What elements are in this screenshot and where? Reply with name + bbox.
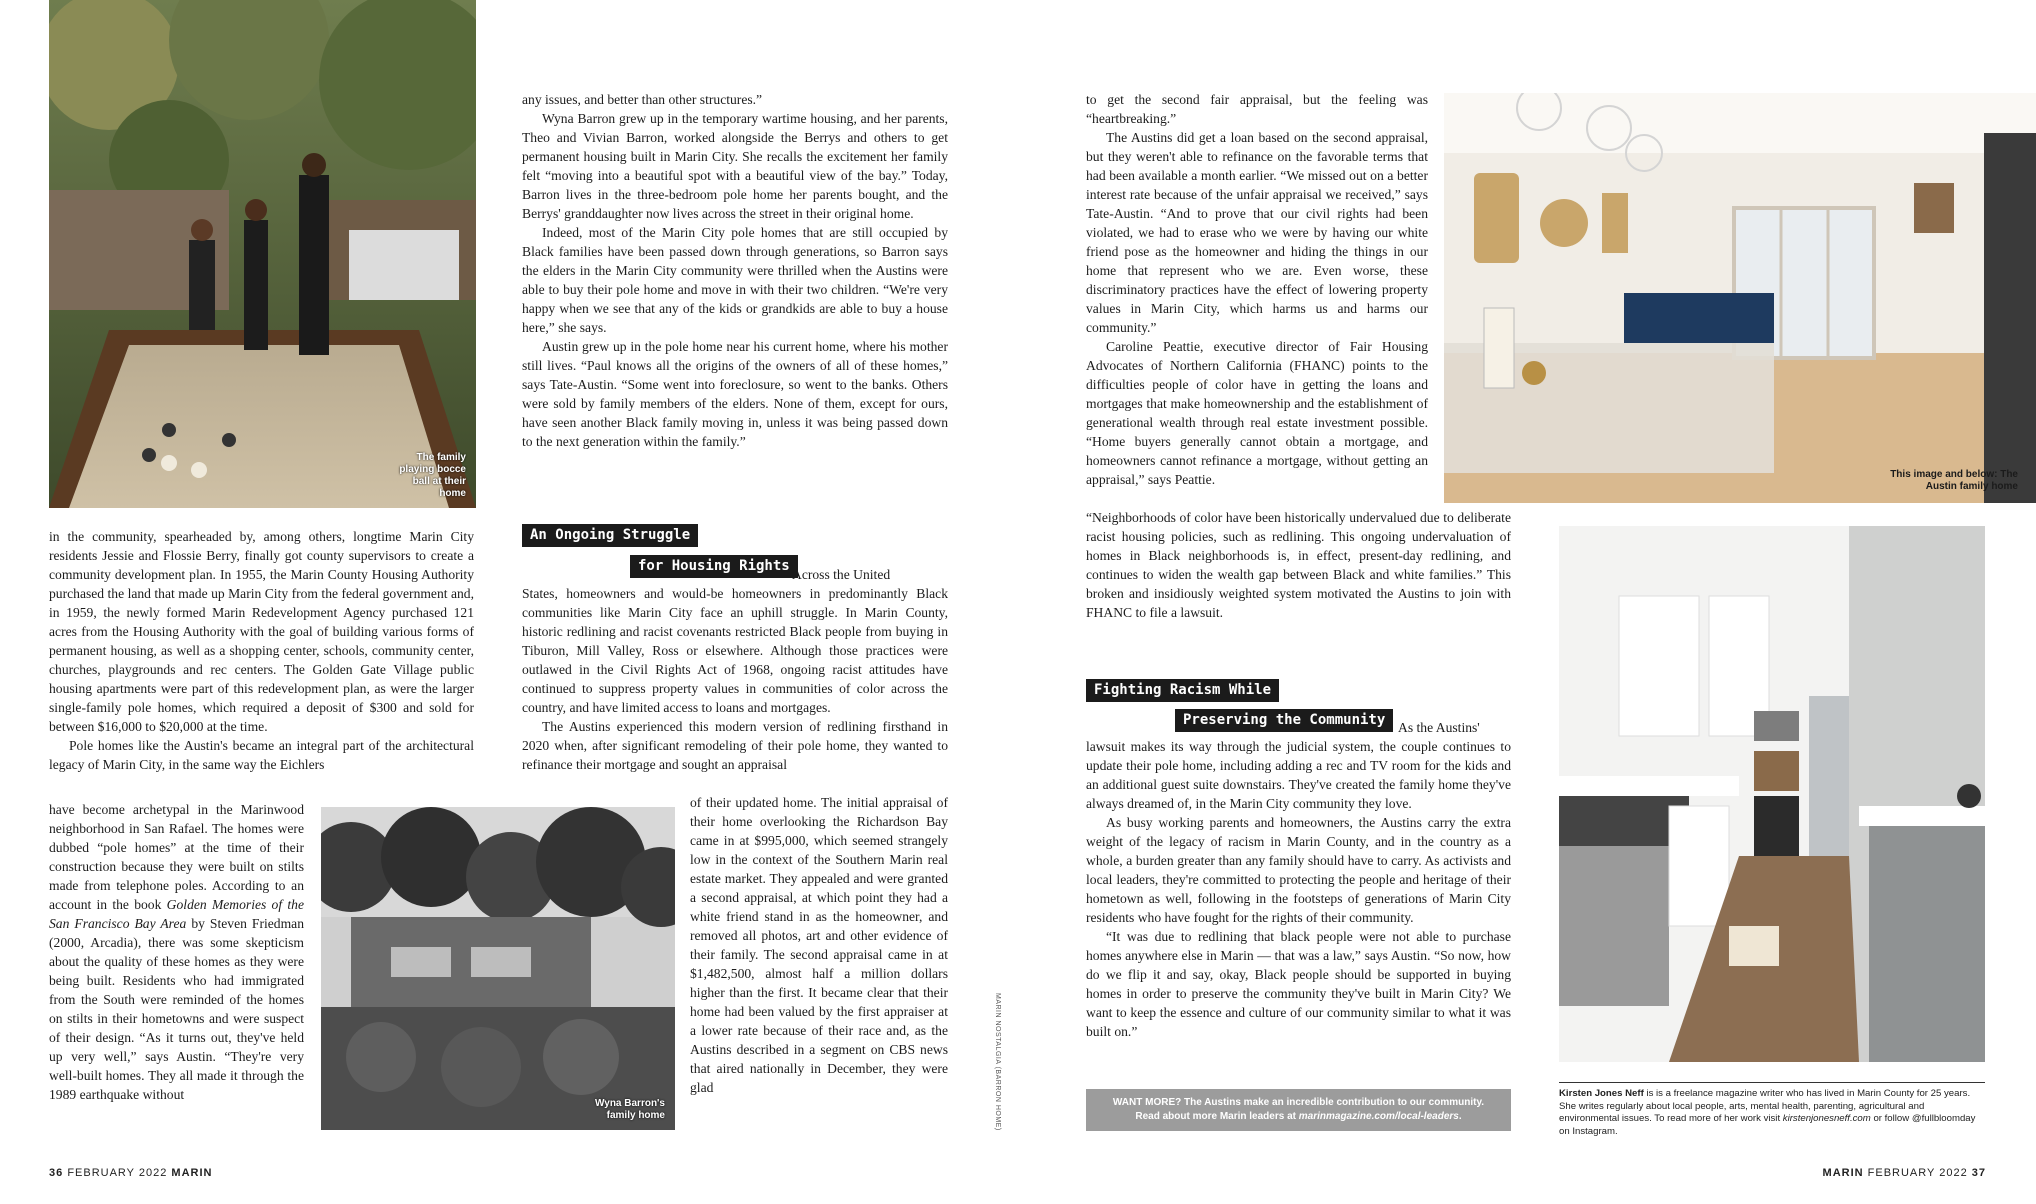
living-room-photo-art — [1444, 93, 2036, 503]
column-3-wide — [1086, 508, 1511, 622]
col2-paragraph-4: Austin grew up in the pole home near his current home, where his mother still lives. “Paul knows all the origins of the owners of all of these homes,” says Tate-Austin. “Some went into foreclosure, so went to the banks. Others were sold by family members of the elders. None of them, except for ours, have seen another Black family moving in, unless it was being passed down to the next generation within the family.” — [522, 339, 948, 449]
historic-photo-art — [321, 807, 675, 1130]
historic-photo — [321, 807, 675, 1130]
subhead-housing-rights — [630, 555, 798, 578]
author-bio-text-a: is is a freelance magazine writer who has lived in Marin County for 25 years. She writes regularly about local people, arts, mental health, parenting, agricultural and environmental issues. To read more of her work visit — [1559, 1088, 1971, 1124]
author-bio-text-b: or follow @fullbloomday on Instagram. — [1559, 1113, 1976, 1137]
promo-line-2-end: . — [1458, 1111, 1462, 1122]
col3-p4-lead: As the Austins' — [1398, 720, 1480, 735]
col2-paragraph-6b: of their updated home. The initial appraisal of their home overlooking the Richardson Bay came in at $995,000, which seemed strangely low in the context of the Southern Marin real estate market. They appealed and were granted a second appraisal, at which point they had a white friend stand in as the homeowner, and removed all photos, art and other evidence of their family. The second appraisal came in at $1,482,500, almost half a million dollars higher than the first. It became clear that their home had been valued by the first appraiser at a lower rate because of their race and, as the Austins described in a segment on CBS news that aired nationally in December, they were glad — [690, 795, 948, 1095]
promo-line-2 — [1086, 1110, 1511, 1124]
col3-paragraph-2: The Austins did get a loan based on the second appraisal, but they weren't able to refinance on the favorable terms that had been available a month earlier. “We missed out on a better interest rate because of the unfair appraisal we received,” says Tate-Austin. “And to prove that our civil rights had been violated, we had to erase who we were by having our white friend pose as the homeowner and hiding the things in our home that represent who we are. Even worse, these discriminatory practices have the effect of lowering property values in Marin City, which harms us and harms our community.” — [1086, 130, 1428, 335]
book-title: Golden Memories of the San Francisco Bay Area — [49, 897, 304, 931]
subhead-2-line-2: Preserving the Community — [1175, 709, 1393, 732]
author-bio — [1559, 1082, 1985, 1138]
col3-paragraph-1: to get the second fair appraisal, but the feeling was “heartbreaking.” — [1086, 92, 1428, 126]
col3-paragraph-4: lawsuit makes its way through the judicial system, the couple continues to update their pole home, including adding a rec and TV room for the kids and an additional guest suite downstairs. They've created the family home they've always dreamed of, in the Marin City community they love. — [1086, 739, 1511, 811]
col1-paragraph-2b — [49, 800, 304, 1104]
living-room-caption: This image and below: The Austin family home — [1890, 469, 2018, 492]
col1-paragraph-1: in the community, spearheaded by, among others, longtime Marin City residents Jessie and Flossie Berry, finally got county supervisors to create a community development plan. In 1955, the Marin County Housing Authority purchased the land that made up Marin City from the federal government and, in 1959, the newly formed Marin Redevelopment Agency purchased 121 acres from the Housing Authority with the goal of building various forms of permanent housing, as well as a shopping center, schools, community center, churches, playgrounds and rec centers. The Golden Gate Village public housing apartments were part of this redevelopment plan, as were the larger single-family pole homes, which required a deposit of $300 and sold for between $16,000 to $20,000 at the time. — [49, 529, 474, 734]
subhead-1-line-2: for Housing Rights — [630, 555, 798, 578]
subhead-2-line-1: Fighting Racism While — [1086, 679, 1279, 702]
col3-paragraph-3b: “Neighborhoods of color have been historically undervalued due to deliberate racist housing policies, such as redlining. This ongoing undervaluation of homes in Black neighborhoods is, in effect, present-day redlining, and continues to widen the wealth gap between Black and white families.” This broken and insidiously weighted system motivated the Austins to join with FHANC to file a lawsuit. — [1086, 510, 1511, 620]
column-2-lower — [522, 584, 948, 774]
page-number-right: 37 — [1971, 1167, 1986, 1179]
magazine-name-right: MARIN — [1822, 1167, 1864, 1179]
subhead-fighting-racism — [1086, 679, 1279, 702]
magazine-name-left: MARIN — [171, 1167, 213, 1179]
footer-right — [1823, 1167, 1986, 1179]
col3-paragraph-6: “It was due to redlining that black people were not able to purchase homes anywhere else in Marin — that was a law,” says Austin. “So now, how do we flip it and say, okay, Black people should be supported in buying homes in order to preserve the community they've built in Marin City? We want to keep the essence and culture of our community similar to what it was built on.” — [1086, 929, 1511, 1039]
col2-paragraph-6a: The Austins experienced this modern version of redlining firsthand in 2020 when, after significant remodeling of their pole home, they wanted to refinance their mortgage and sought an appraisal — [522, 719, 948, 772]
author-website[interactable]: kirstenjonesneff.com — [1782, 1113, 1871, 1124]
kitchen-photo-art — [1559, 526, 1985, 1062]
col2-paragraph-3: Indeed, most of the Marin City pole homes that are still occupied by Black families have been passed down through generations, so Barron says the elders in the Marin City community were thrilled when the Austins were able to buy their pole home and move in with their two children. “We're very happy when we see that any of the kids or grandkids are able to buy a house here,” she says. — [522, 225, 948, 335]
subhead-ongoing-struggle — [522, 524, 698, 547]
column-2-wrap — [690, 793, 948, 1097]
column-3-lower — [1086, 737, 1511, 1041]
promo-line-1: WANT MORE? The Austins make an incredible contribution to our community. — [1112, 1097, 1485, 1108]
issue-date-left: FEBRUARY 2022 — [67, 1167, 168, 1179]
col2-paragraph-1: any issues, and better than other structures.” — [522, 92, 763, 107]
author-name: Kirsten Jones Neff — [1559, 1088, 1644, 1099]
column-3 — [1086, 90, 1428, 489]
col2-paragraph-5: States, homeowners and would-be homeowners in predominantly Black communities like Marin City face an uphill struggle. In Marin County, historic redlining and racist covenants restricted Black people from buying in Tiburon, Mill Valley, Ross or elsewhere. Although those practices were outlawed in the Civil Rights Act of 1968, ongoing racist attitudes have continued to suppress property values in communities of color across the country, and have limited access to loans and mortgages. — [522, 586, 948, 715]
historic-caption: Wyna Barron's family home — [595, 1098, 665, 1121]
col2-p5-lead: Across the United — [792, 567, 891, 582]
col3-paragraph-3a: Caroline Peattie, executive director of Fair Housing Advocates of Northern California (FHANC) points to the difficulties people of color have in getting the loans and mortgages that make homeownership and the establishment of generational wealth through real estate investment possible. “Home buyers generally cannot obtain a mortgage, and homeowners cannot refinance a mortgage, without getting an appraisal,” says Peattie. — [1086, 339, 1428, 487]
col2-run-in — [792, 565, 952, 584]
col3-run-in — [1398, 718, 1518, 737]
living-room-photo — [1444, 93, 2036, 503]
want-more-promo — [1086, 1089, 1511, 1131]
col1-paragraph-2a: Pole homes like the Austin's became an integral part of the architectural legacy of Marin City, in the same way the Eichlers — [49, 738, 474, 772]
subhead-1-line-1: An Ongoing Struggle — [522, 524, 698, 547]
col2-paragraph-2: Wyna Barron grew up in the temporary wartime housing, and her parents, Theo and Vivian Barron, worked alongside the Berrys and others to get permanent housing built in Marin City. She recalls the excitement her family felt “moving into a beautiful spot with a beautiful view of the bay.” Today, Barron lives in the three-bedroom pole home her parents bought, and the Berrys' granddaughter now lives across the street in their original home. — [522, 111, 948, 221]
column-2 — [522, 90, 948, 451]
col1-p2c-text: by Steven Friedman (2000, Arcadia), there was some skepticism about the quality of these homes as they were being built. Residents who had immigrated from the South were reminded of the homes on stilts in their hometowns and were suspect of their design. “As it turns out, they've held up very well,” says Austin. “They're very well-built homes. They all made it through the 1989 earthquake without — [49, 916, 304, 1102]
footer-left — [49, 1167, 212, 1179]
bocce-caption: The family playing bocce ball at their home — [399, 452, 466, 499]
issue-date-right: FEBRUARY 2022 — [1867, 1167, 1968, 1179]
photo-credit: MARIN NOSTALGIA (BARRON HOME) — [994, 993, 1001, 1131]
column-1-wrap — [49, 800, 304, 1104]
subhead-preserving-community — [1175, 709, 1393, 732]
bocce-photo-art — [49, 0, 476, 508]
column-1 — [49, 527, 474, 774]
kitchen-photo — [1559, 526, 1985, 1062]
col1-p2b-text: have become archetypal in the Marinwood neighborhood in San Rafael. The homes were dubbed “pole homes” at the time of their construction because they were built on stilts made from telephone poles. According to an account in the book — [49, 802, 304, 912]
bocce-photo — [49, 0, 476, 508]
promo-line-2-lead: Read about more Marin leaders at — [1135, 1111, 1296, 1122]
promo-link[interactable]: marinmagazine.com/local-leaders — [1298, 1111, 1459, 1122]
page-number-left: 36 — [49, 1167, 64, 1179]
col3-paragraph-5: As busy working parents and homeowners, the Austins carry the extra weight of the legacy of racism in Marin County, and in the country as a whole, a burden greater than any family should have to carry. As activists and local leaders, they're committed to protecting the people and heritage of their hometown as well, following in the footsteps of generations of Marin City residents who have fought for the rights of their community. — [1086, 815, 1511, 925]
